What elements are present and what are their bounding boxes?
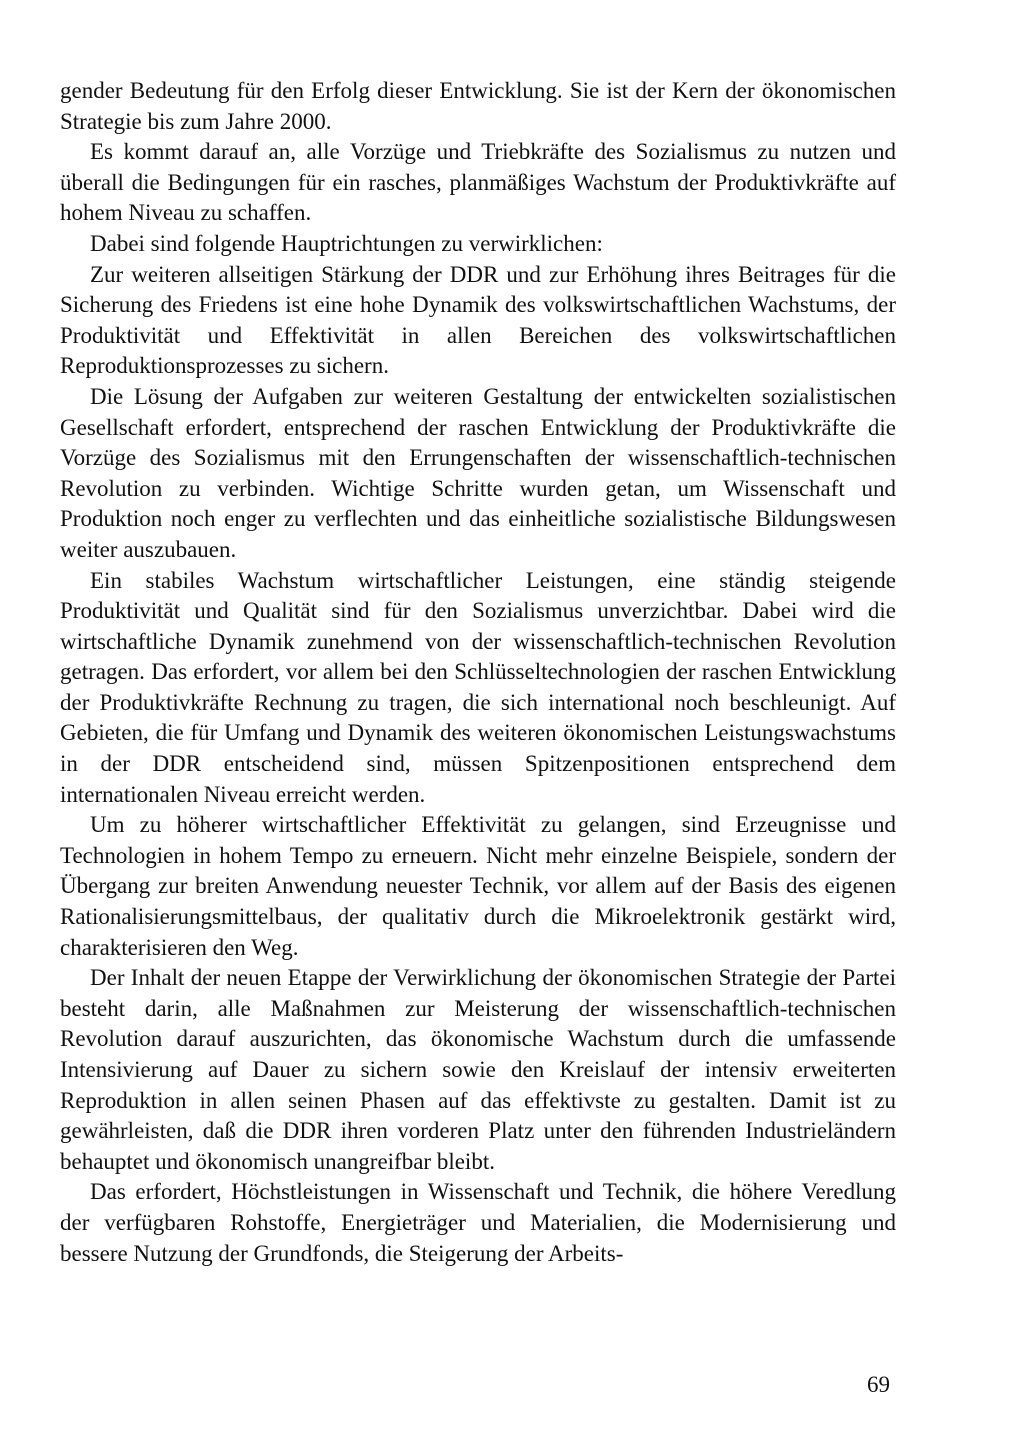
paragraph: Zur weiteren allseitigen Stärkung der DDR und zur Erhöhung ihres Beitrages für die Sicherung des Friedens ist eine hohe Dynamik des volkswirtschaftlichen Wachstums, der Produktivität und Effektivität in allen Bereichen des volkswirtschaftlichen Reproduktionsprozesses zu sichern. xyxy=(60,261,896,379)
paragraph: Der Inhalt der neuen Etappe der Verwirklichung der ökonomischen Strategie der Partei besteht darin, alle Maßnahmen zur Meisterung der wissenschaftlich-technischen Revolution darauf auszurichten, das ökonomische Wachstum durch die umfassende Intensivierung auf Dauer zu sichern sowie den Kreislauf der intensiv erweiterten Reproduktion in allen seinen Phasen auf das effektivste zu gestalten. Damit ist zu gewährleisten, daß die DDR ihren vorderen Platz unter den führenden Industrieländern behauptet und ökonomisch unangreifbar bleibt. xyxy=(60,965,896,1174)
paragraph: Die Lösung der Aufgaben zur weiteren Gestaltung der entwickelten sozialistischen Gesellschaft erfordert, entsprechend der raschen Entwicklung der Produktivkräfte die Vorzüge des Sozialismus mit den Errungenschaften der wissenschaftlich-technischen Revolution zu verbinden. Wichtige Schritte wurden getan, um Wissenschaft und Produktion noch enger zu verflechten und das einheitliche sozialistische Bildungswesen weiter auszubauen. xyxy=(60,383,896,562)
paragraph-continued: gender Bedeutung für den Erfolg dieser Entwicklung. Sie ist der Kern der ökonomischen Strategie bis zum Jahre 2000. xyxy=(60,78,896,134)
page-number: 69 xyxy=(867,1372,890,1397)
paragraph: Dabei sind folgende Hauptrichtungen zu verwirklichen: xyxy=(90,230,603,256)
paragraph: Es kommt darauf an, alle Vorzüge und Triebkräfte des Sozialismus zu nutzen und überall die Bedingungen für ein rasches, planmäßiges Wachstum der Produktivkräfte auf hohem Niveau zu schaffen. xyxy=(60,139,896,226)
paragraph: Ein stabiles Wachstum wirtschaftlicher Leistungen, eine ständig steigende Produktivität und Qualität sind für den Sozialismus unverzichtbar. Dabei wird die wirtschaftliche Dynamik zunehmend von der wissenschaftlich-technischen Revolution getragen. Das erfordert, vor allem bei den Schlüsseltechnologien der raschen Entwicklung der Produktivkräfte Rechnung zu tragen, die sich international noch beschleunigt. Auf Gebieten, die für Umfang und Dynamik des weiteren ökonomischen Leistungswachstums in der DDR entscheidend sind, müssen Spitzenpositionen entsprechend dem internationalen Niveau erreicht werden. xyxy=(60,567,896,807)
paragraph: Um zu höherer wirtschaftlicher Effektivität zu gelangen, sind Erzeugnisse und Technologien in hohem Tempo zu erneuern. Nicht mehr einzelne Beispiele, sondern der Übergang zur breiten Anwendung neuester Technik, vor allem auf der Basis des eigenen Rationalisierungsmittelbaus, der qualitativ durch die Mikroelektronik gestärkt wird, charakterisieren den Weg. xyxy=(60,812,896,960)
body-text xyxy=(60,76,896,1269)
paragraph: Das erfordert, Höchstleistungen in Wissenschaft und Technik, die höhere Veredlung der verfügbaren Rohstoffe, Energieträger und Materialien, die Modernisierung und bessere Nutzung der Grundfonds, die Steigerung der Arbeits- xyxy=(60,1179,896,1266)
